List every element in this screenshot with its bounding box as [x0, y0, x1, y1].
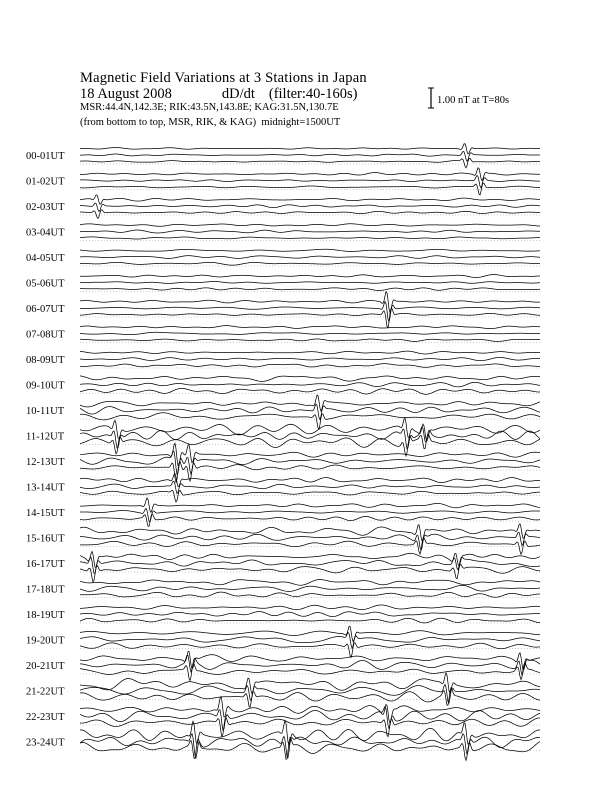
- trace-msr: [80, 717, 540, 736]
- trace-row: [26, 224, 540, 241]
- trace-rik: [80, 357, 540, 360]
- trace-row: [26, 418, 540, 456]
- row-time-label: 16-17UT: [26, 559, 65, 570]
- row-time-label: 18-19UT: [26, 610, 65, 621]
- trace-kag: [80, 168, 540, 181]
- row-time-label: 03-04UT: [26, 227, 65, 239]
- trace-rik: [80, 451, 540, 474]
- row-time-label: 00-01UT: [26, 151, 65, 162]
- trace-msr: [80, 339, 540, 341]
- row-time-label: 15-16UT: [26, 533, 65, 545]
- trace-rik: [80, 508, 540, 522]
- row-time-label: 22-23UT: [26, 712, 65, 723]
- trace-kag: [80, 418, 540, 441]
- trace-kag: [80, 224, 540, 227]
- row-time-label: 09-10UT: [26, 380, 65, 392]
- trace-rik: [80, 633, 540, 649]
- trace-rik: [80, 230, 540, 233]
- trace-row: [26, 195, 540, 218]
- trace-kag: [80, 498, 540, 512]
- trace-row: [26, 275, 540, 292]
- trace-row: [26, 626, 540, 657]
- trace-row: [26, 144, 540, 168]
- trace-msr: [80, 158, 540, 168]
- trace-row: [26, 395, 540, 429]
- trace-msr: [80, 262, 540, 265]
- trace-row: [26, 351, 540, 368]
- row-time-label: 11-12UT: [26, 431, 65, 443]
- trace-msr: [80, 364, 540, 368]
- trace-rik: [80, 256, 540, 259]
- row-time-label: 21-22UT: [26, 686, 65, 698]
- filter-text: (filter:40-160s): [268, 86, 358, 102]
- trace-kag: [80, 443, 540, 465]
- trace-rik: [80, 585, 540, 591]
- trace-kag: [80, 551, 540, 567]
- trace-msr: [80, 434, 540, 456]
- trace-row: [26, 605, 540, 623]
- trace-row: [26, 524, 540, 555]
- trace-msr: [80, 538, 540, 554]
- trace-kag: [80, 474, 540, 487]
- trace-msr: [80, 618, 540, 623]
- trace-rik: [80, 427, 540, 449]
- trace-kag: [80, 720, 540, 745]
- trace-kag: [80, 249, 540, 251]
- trace-row: [26, 443, 540, 482]
- trace-msr: [80, 565, 540, 582]
- date-text: 18 August 2008: [80, 86, 172, 102]
- row-time-label: 10-11UT: [26, 406, 65, 417]
- trace-row: [26, 168, 540, 195]
- stations-info: MSR:44.4N,142.3E; RIK:43.5N,143.8E; KAG:31.5N,130.7E: [80, 102, 339, 113]
- row-time-label: 07-08UT: [26, 329, 65, 341]
- trace-rik: [80, 684, 540, 703]
- trace-msr: [80, 288, 540, 291]
- trace-kag: [80, 580, 540, 586]
- row-time-label: 05-06UT: [26, 278, 65, 290]
- trace-msr: [80, 592, 540, 597]
- trace-msr: [80, 738, 540, 761]
- trace-order-note: (from bottom to top, MSR, RIK, & KAG): [80, 117, 257, 128]
- trace-rik: [80, 707, 540, 731]
- row-time-label: 01-02UT: [26, 176, 65, 188]
- trace-rik: [80, 612, 540, 617]
- row-time-label: 23-24UT: [26, 737, 65, 749]
- trace-kag: [80, 605, 540, 610]
- scale-bar: [428, 88, 434, 108]
- row-time-label: 02-03UT: [26, 202, 65, 213]
- trace-rik: [80, 203, 540, 212]
- trace-msr: [80, 237, 540, 239]
- trace-msr: [80, 308, 540, 327]
- trace-msr: [80, 461, 540, 482]
- trace-kag: [80, 326, 540, 329]
- row-time-label: 08-09UT: [26, 355, 65, 366]
- trace-rik: [80, 302, 540, 322]
- trace-rik: [80, 382, 540, 387]
- row-time-label: 06-07UT: [26, 304, 65, 315]
- trace-rik: [80, 557, 540, 573]
- row-time-label: 14-15UT: [26, 508, 65, 519]
- row-time-label: 17-18UT: [26, 584, 65, 596]
- row-time-label: 19-20UT: [26, 635, 65, 647]
- trace-rik: [80, 282, 540, 284]
- row-time-label: 04-05UT: [26, 253, 65, 264]
- trace-msr: [80, 490, 540, 502]
- trace-kag: [80, 275, 540, 278]
- chart-title: Magnetic Field Variations at 3 Stations in Japan: [80, 70, 367, 86]
- trace-msr: [80, 210, 540, 219]
- trace-rik: [80, 481, 540, 493]
- row-time-label: 20-21UT: [26, 661, 65, 672]
- component-text: dD/dt: [221, 86, 255, 102]
- trace-rik: [80, 532, 540, 550]
- trace-row: [26, 651, 540, 680]
- trace-row: [26, 498, 540, 526]
- trace-row: [26, 551, 540, 581]
- trace-msr: [80, 183, 540, 195]
- trace-row: [26, 673, 540, 708]
- row-time-label: 13-14UT: [26, 482, 65, 494]
- trace-row: [26, 326, 540, 343]
- trace-row: [26, 249, 540, 266]
- trace-row: [26, 376, 540, 395]
- trace-row: [26, 580, 540, 598]
- trace-kag: [80, 292, 540, 313]
- trace-msr: [80, 643, 540, 658]
- trace-row: [26, 720, 540, 760]
- midnight-note: midnight=1500UT: [261, 117, 341, 128]
- trace-row: [26, 474, 540, 502]
- trace-kag: [80, 651, 540, 669]
- trace-msr: [80, 413, 540, 429]
- trace-row: [26, 292, 540, 328]
- row-time-label: 12-13UT: [26, 457, 65, 468]
- trace-kag: [80, 395, 540, 411]
- scale-bar-label: 1.00 nT at T=80s: [437, 95, 510, 106]
- trace-kag: [80, 195, 540, 204]
- trace-kag: [80, 351, 540, 354]
- trace-kag: [80, 376, 540, 382]
- trace-rik: [80, 332, 540, 334]
